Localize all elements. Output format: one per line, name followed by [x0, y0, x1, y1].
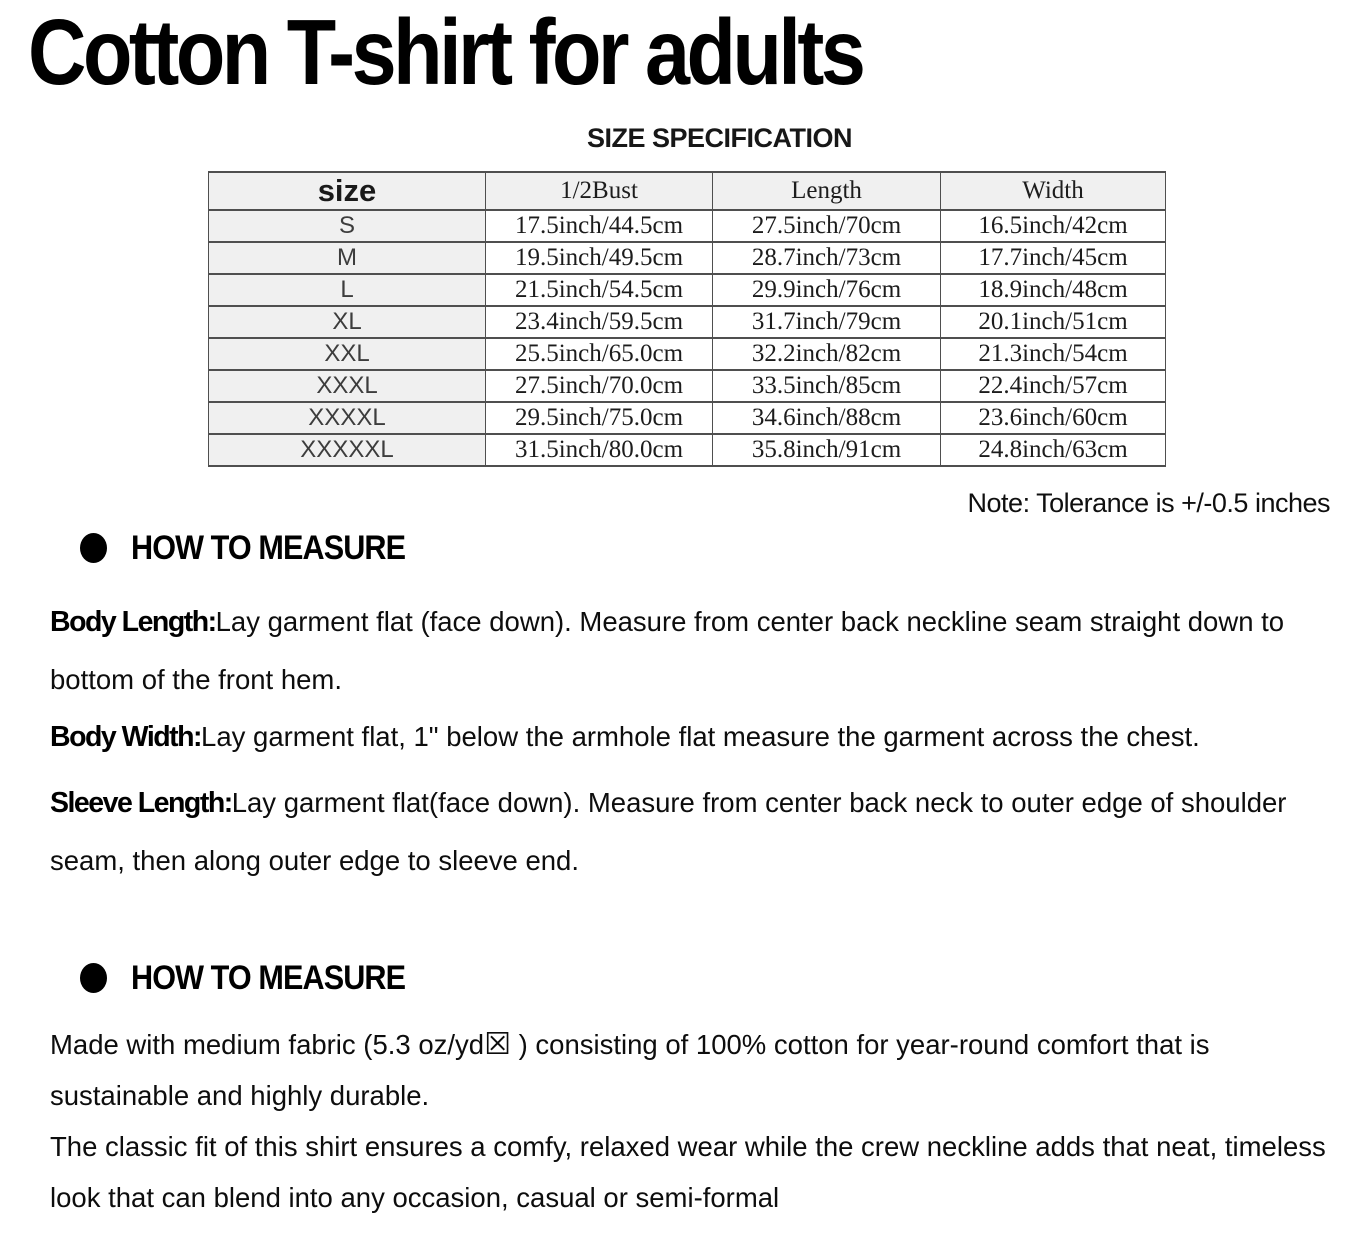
- width-value: 22.4inch/57cm: [941, 370, 1166, 402]
- table-row: [209, 434, 1166, 466]
- spec-title-wrap: [0, 123, 1367, 154]
- size-label: XXL: [209, 338, 486, 370]
- table-row: [209, 210, 1166, 242]
- table-row: [209, 242, 1166, 274]
- how-to-measure-heading-2: [80, 959, 1367, 997]
- width-value: 18.9inch/48cm: [941, 274, 1166, 306]
- bust-value: 19.5inch/49.5cm: [486, 242, 713, 274]
- bust-value: 31.5inch/80.0cm: [486, 434, 713, 466]
- width-value: 20.1inch/51cm: [941, 306, 1166, 338]
- body-length-text: Lay garment flat (face down). Measure from center back neckline seam straight down to bottom of the front hem.: [50, 606, 1285, 695]
- sleeve-length-text: Lay garment flat(face down). Measure from center back neck to outer edge of shoulder seam, then along outer edge to sleeve end.: [50, 787, 1287, 876]
- body-width-label: Body Width:: [50, 721, 202, 753]
- body-width-text: Lay garment flat, 1" below the armhole flat measure the garment across the chest.: [201, 721, 1200, 752]
- column-header-length: Length: [713, 172, 941, 210]
- length-value: 32.2inch/82cm: [713, 338, 941, 370]
- bust-value: 25.5inch/65.0cm: [486, 338, 713, 370]
- fabric-text-pre: Made with medium fabric (5.3 oz/yd: [50, 1029, 485, 1060]
- body-length-label: Body Length:: [50, 606, 216, 638]
- bullet-icon: [80, 533, 107, 563]
- bust-value: 29.5inch/75.0cm: [486, 402, 713, 434]
- width-value: 21.3inch/54cm: [941, 338, 1166, 370]
- size-label: XXXL: [209, 370, 486, 402]
- classic-fit-paragraph: The classic fit of this shirt ensures a comfy, relaxed wear while the crew neckline adds that neat, timeless look that can blend into any occasion, casual or semi-formal: [50, 1131, 1326, 1213]
- bust-value: 27.5inch/70.0cm: [486, 370, 713, 402]
- length-value: 34.6inch/88cm: [713, 402, 941, 434]
- column-header-size: size: [209, 172, 486, 210]
- section-heading-text: HOW TO MEASURE: [131, 958, 406, 997]
- table-row: [209, 402, 1166, 434]
- table-row: [209, 338, 1166, 370]
- size-label: L: [209, 274, 486, 306]
- bust-value: 21.5inch/54.5cm: [486, 274, 713, 306]
- section-heading-text: HOW TO MEASURE: [131, 528, 406, 567]
- size-label: XXXXL: [209, 402, 486, 434]
- bust-value: 17.5inch/44.5cm: [486, 210, 713, 242]
- table-row: [209, 306, 1166, 338]
- sleeve-length-instruction: [50, 774, 1348, 889]
- fabric-text-post: ) consisting of 100% cotton for year-round comfort that is sustainable and highly durable.: [50, 1029, 1210, 1111]
- table-header-row: [209, 172, 1166, 210]
- column-header-width: Width: [941, 172, 1166, 210]
- width-value: 24.8inch/63cm: [941, 434, 1166, 466]
- width-value: 23.6inch/60cm: [941, 402, 1166, 434]
- length-value: 28.7inch/73cm: [713, 242, 941, 274]
- how-to-measure-heading-1: [80, 529, 1367, 567]
- length-value: 27.5inch/70cm: [713, 210, 941, 242]
- size-label: XL: [209, 306, 486, 338]
- size-label: XXXXXL: [209, 434, 486, 466]
- size-label: S: [209, 210, 486, 242]
- length-value: 29.9inch/76cm: [713, 274, 941, 306]
- page-title: Cotton T-shirt for adults: [28, 0, 863, 104]
- tolerance-note: Note: Tolerance is +/-0.5 inches: [967, 488, 1330, 518]
- size-label: M: [209, 242, 486, 274]
- body-length-instruction: [50, 593, 1348, 708]
- table-row: [209, 274, 1166, 306]
- fabric-description: [50, 1019, 1352, 1223]
- length-value: 33.5inch/85cm: [713, 370, 941, 402]
- bullet-icon: [80, 963, 107, 993]
- measure-instructions: [50, 593, 1348, 889]
- body-width-instruction: [50, 708, 1348, 766]
- sleeve-length-label: Sleeve Length:: [50, 787, 232, 819]
- width-value: 17.7inch/45cm: [941, 242, 1166, 274]
- missing-glyph-box-icon: ☒: [484, 1027, 511, 1062]
- size-specification-title: SIZE SPECIFICATION: [586, 123, 853, 153]
- column-header-bust: 1/2Bust: [486, 172, 713, 210]
- size-specification-table: [208, 171, 1166, 467]
- bust-value: 23.4inch/59.5cm: [486, 306, 713, 338]
- width-value: 16.5inch/42cm: [941, 210, 1166, 242]
- length-value: 31.7inch/79cm: [713, 306, 941, 338]
- table-row: [209, 370, 1166, 402]
- length-value: 35.8inch/91cm: [713, 434, 941, 466]
- fabric-paragraph: [50, 1019, 1352, 1121]
